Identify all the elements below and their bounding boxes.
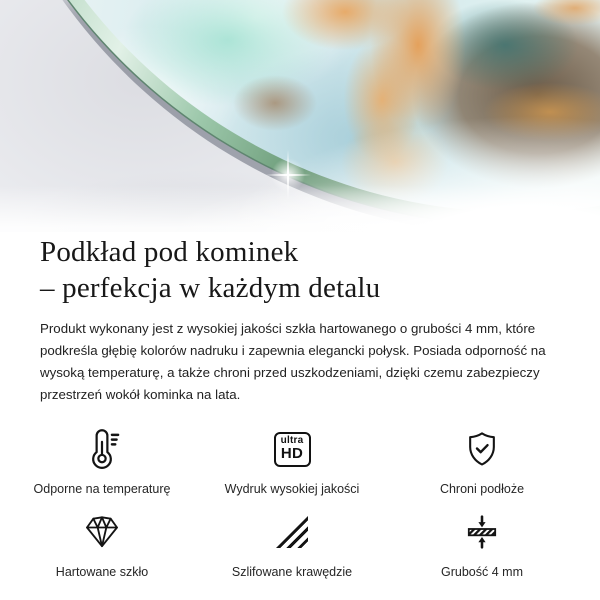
sparkle-glow xyxy=(271,158,305,192)
features-grid xyxy=(7,426,577,579)
feature-label: Chroni podłoże xyxy=(439,482,525,496)
sparkle-highlight xyxy=(263,150,313,200)
feature-item-print-quality xyxy=(197,426,387,496)
feature-item-temperature xyxy=(7,426,197,496)
ultra-hd-badge-top: ultra xyxy=(280,435,304,447)
thickness-icon xyxy=(464,509,500,555)
diamond-icon xyxy=(82,509,122,555)
feature-label: Grubość 4 mm xyxy=(441,565,523,579)
product-hero-image xyxy=(0,0,600,232)
ultra-hd-badge-bottom: HD xyxy=(280,445,304,463)
feature-label: Odporne na temperaturę xyxy=(33,482,171,496)
feature-item-polished-edges xyxy=(197,509,387,579)
page-title xyxy=(40,234,566,306)
feature-item-protects-floor xyxy=(387,426,577,496)
feature-label: Hartowane szkło xyxy=(55,565,149,579)
feature-label: Szlifowane krawędzie xyxy=(231,565,353,579)
product-info-section xyxy=(0,234,600,406)
feature-item-tempered-glass xyxy=(7,509,197,579)
ultra-hd-icon xyxy=(274,426,311,472)
feature-item-thickness xyxy=(387,509,577,579)
title-line-1: Podkład pod kominek xyxy=(40,236,299,268)
polished-edges-icon xyxy=(276,509,308,555)
feature-label: Wydruk wysokiej jakości xyxy=(224,482,360,496)
thermometer-icon xyxy=(79,426,125,472)
product-description: Produkt wykonany jest z wysokiej jakości szkła hartowanego o grubości 4 mm, które podkreśla głębię kolorów nadruku i zapewnia elegancki połysk. Posiada odporność na wysoką temperaturę, a także chroni przed uszkodzeniami, dzięki czemu zabezpieczy przestrzeń wokół kominka na lata. xyxy=(40,321,546,402)
title-line-2: – perfekcja w każdym detalu xyxy=(40,272,381,304)
shield-check-icon xyxy=(462,426,502,472)
